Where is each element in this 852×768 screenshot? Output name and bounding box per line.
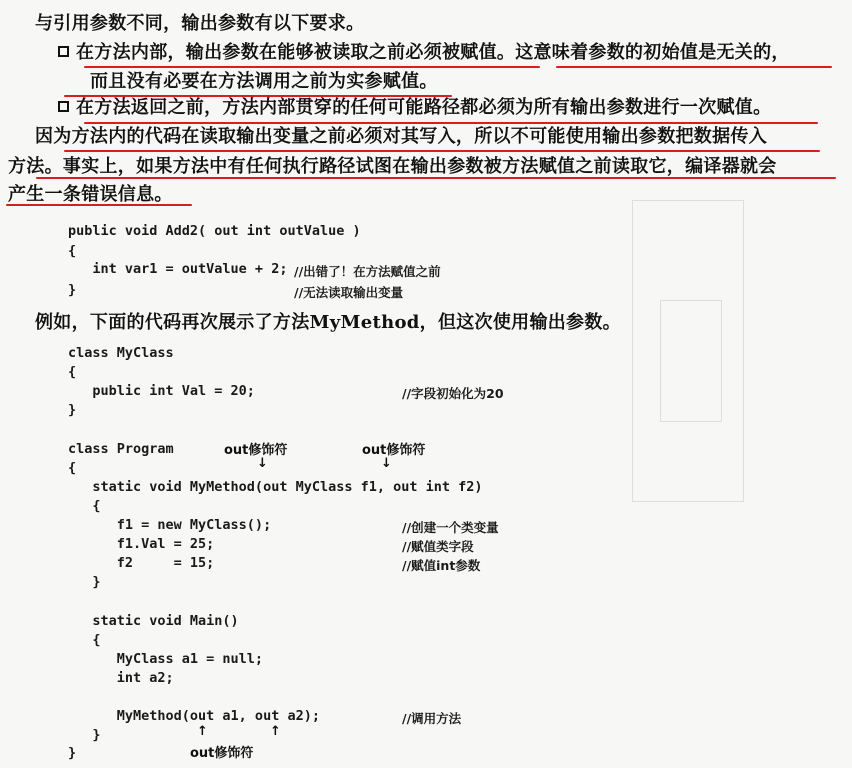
bullet-1-line-2: 而且没有必要在方法调用之前为实参赋值。 [90, 71, 438, 92]
code-comment: //调用方法 [402, 711, 462, 726]
code2-line: { [68, 364, 77, 380]
red-underline [6, 204, 192, 206]
code1-line: public void Add2( out int outValue ) [68, 223, 361, 239]
example-paragraph: 例如，下面的代码再次展示了方法MyMethod，但这次使用输出参数。 [35, 312, 621, 333]
code2-line: } [68, 574, 101, 590]
explain-line-2: 方法。事实上，如果方法中有任何执行路径试图在输出参数被方法赋值之前读取它，编译器就会 [8, 156, 777, 177]
code1-line: int var1 = outValue + 2; [68, 261, 288, 277]
code-comment: //创建一个类变量 [402, 520, 499, 535]
up-arrow-icon: ↑ [270, 724, 281, 739]
down-arrow-icon: ↓ [381, 456, 392, 471]
intro-paragraph: 与引用参数不同，输出参数有以下要求。 [35, 13, 365, 34]
bullet-1-line-1: 在方法内部，输出参数在能够被读取之前必须被赋值。这意味着参数的初始值是无关的， [58, 41, 790, 65]
checkbox-bullet-icon [58, 101, 69, 112]
code1-line: { [68, 243, 77, 259]
code-comment: //赋值类字段 [402, 539, 474, 554]
red-underline [84, 66, 540, 68]
bleed-through-box [660, 300, 722, 422]
code2-line: MyMethod(out a1, out a2); [68, 708, 320, 724]
code-comment: //赋值int参数 [402, 558, 481, 573]
out-modifier-label: out修饰符 [362, 443, 426, 458]
checkbox-bullet-icon [58, 46, 69, 57]
code2-line: class Program [68, 441, 174, 457]
code2-line: } [68, 402, 77, 418]
explain-line-1: 因为方法内的代码在读取输出变量之前必须对其写入，所以不可能使用输出参数把数据传入 [35, 126, 767, 147]
code2-line: f1.Val = 25; [68, 536, 215, 552]
red-underline [36, 177, 836, 179]
red-underline [64, 150, 820, 152]
down-arrow-icon: ↓ [257, 456, 268, 471]
out-modifier-label: out修饰符 [224, 443, 288, 458]
code2-line: static void Main() [68, 613, 239, 629]
bullet-2-line: 在方法返回之前，方法内部贯穿的任何可能路径都必须为所有输出参数进行一次赋值。 [58, 96, 771, 120]
code2-line: } [68, 745, 77, 761]
code2-line: static void MyMethod(out MyClass f1, out int f2) [68, 479, 483, 495]
code1-line: } [68, 282, 77, 298]
out-modifier-label: out修饰符 [190, 746, 254, 761]
red-underline [556, 66, 832, 68]
code2-line: { [68, 498, 101, 514]
code2-line: { [68, 460, 77, 476]
code2-line: MyClass a1 = null; [68, 651, 264, 667]
code2-line: } [68, 727, 101, 743]
explain-line-3: 产生一条错误信息。 [8, 184, 173, 205]
code-comment: //无法读取输出变量 [294, 285, 404, 300]
code-comment: //字段初始化为20 [402, 386, 504, 401]
code2-line: f2 = 15; [68, 555, 215, 571]
up-arrow-icon: ↑ [197, 724, 208, 739]
code2-line: f1 = new MyClass(); [68, 517, 272, 533]
code2-line: int a2; [68, 670, 174, 686]
code-comment: //出错了！在方法赋值之前 [294, 264, 441, 279]
code2-line: class MyClass [68, 345, 174, 361]
red-underline [84, 122, 818, 124]
code2-line: { [68, 632, 101, 648]
code2-line: public int Val = 20; [68, 383, 255, 399]
